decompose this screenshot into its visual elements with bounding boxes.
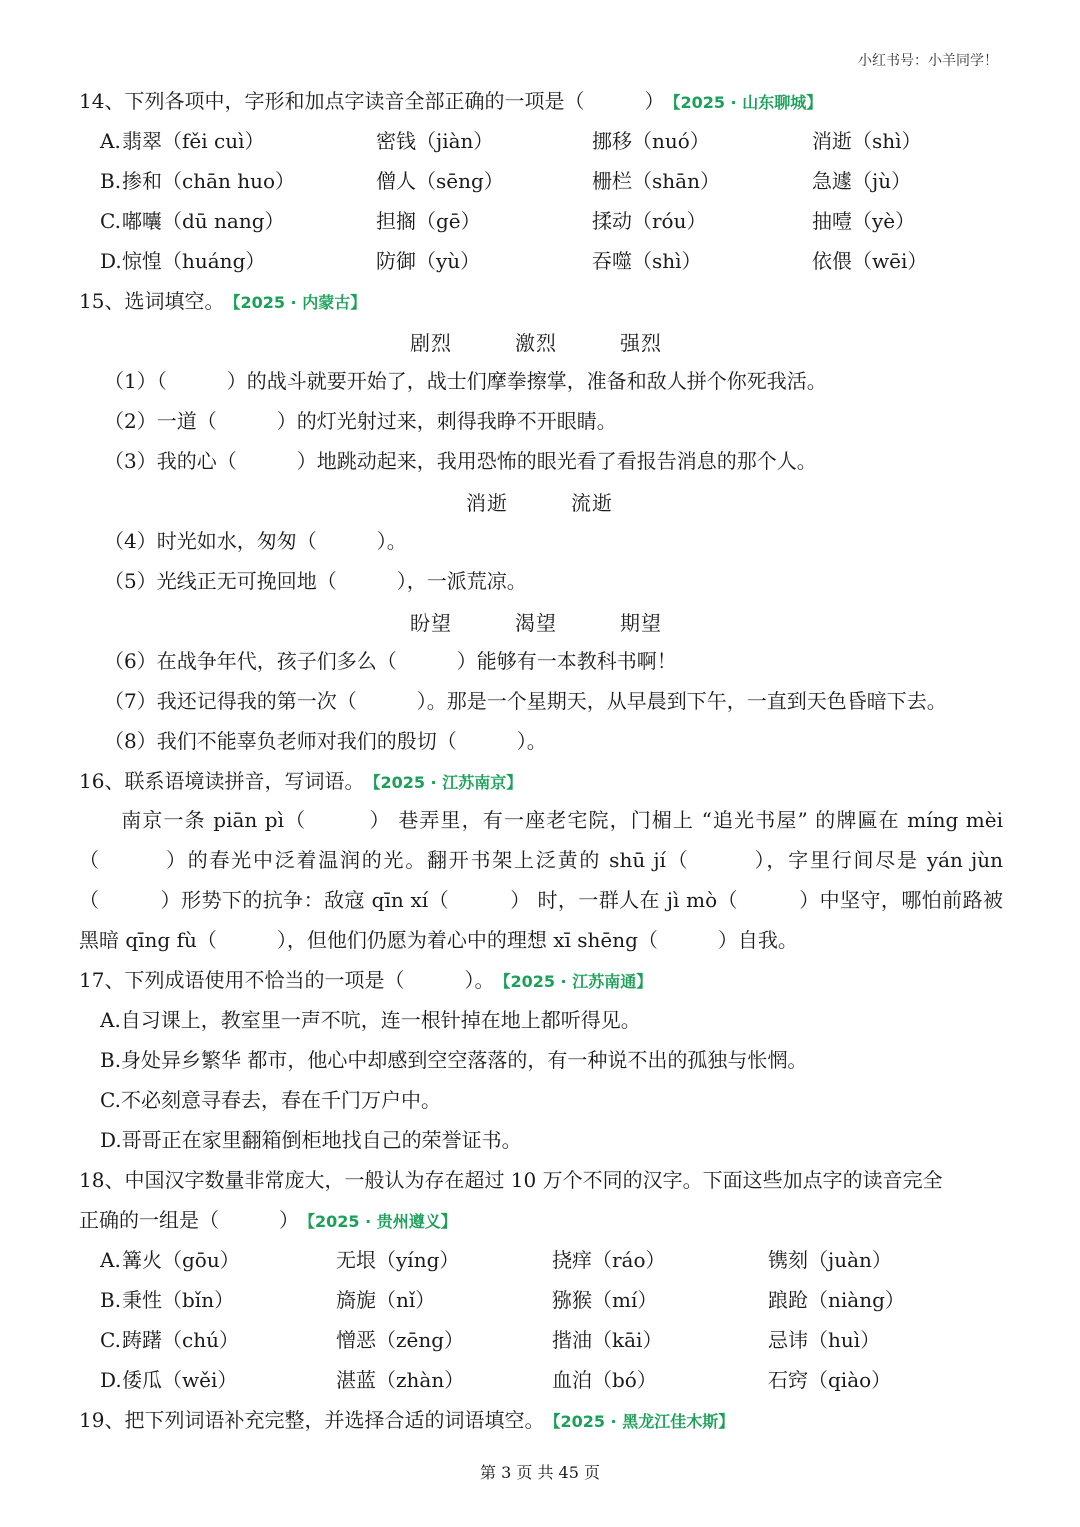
q16-stem-text: 16、联系语境读拼音，写词语。: [79, 769, 365, 793]
q15-sentence-8: （8）我们不能辜负老师对我们的殷切（ ）。: [104, 729, 547, 753]
q14rows-r0-c2: 密钱（jiàn）: [376, 129, 494, 153]
q15-sentence-2: （2）一道（ ）的灯光射过来，刺得我睁不开眼睛。: [104, 409, 617, 433]
q15-source: 【2025 · 内蒙古】: [232, 293, 367, 312]
q19-source: 【2025 · 黑龙江佳木斯】: [552, 1412, 735, 1431]
q14rows-r3-c2: 防御（yù）: [376, 249, 481, 273]
q18rows-r0-c0: A.: [100, 1248, 121, 1272]
q14rows-r2-c3: 揉动（róu）: [592, 209, 707, 233]
q15-word-bank-3: 盼望 渴望 期望: [410, 611, 662, 635]
q14rows-r0-c0: A.: [100, 129, 121, 153]
q16-paragraph: 南京一条 piān pì（ ） 巷弄里，有一座老宅院，门楣上 “追光书屋” 的牌匾在 míng mèi（ ）的春光中泛着温润的光。翻开书架上泛黄的 shū jí（ ），字里行间尽是 yán jùn（ ）形势下的抗争：敌寇 qīn xí（ ） 时，一群人在 jì mò（ ）中坚守，哪怕前路被黑暗 qīng fù（ ），但他们仍愿为着心中的理想 xī shēng（ ）自我。: [79, 808, 1003, 952]
watermark: 小红书号：小羊同学！: [858, 53, 998, 69]
q18rows-r0-c1: 篝火（gōu）: [122, 1248, 240, 1272]
q14rows-r1-c1: 掺和（chān huo）: [122, 169, 296, 193]
q14rows-r2-c1: 嘟囔（dū nang）: [122, 209, 285, 233]
q14rows-r1-c0: B.: [100, 169, 122, 193]
page-footer: 第 3 页 共 45 页: [480, 1463, 600, 1482]
q18rows-r0-c2: 无垠（yíng）: [336, 1248, 460, 1272]
q17-stem-text: 17、下列成语使用不恰当的一项是（ ）。: [79, 968, 495, 992]
q17-option-c: C.不必刻意寻春去，春在千门万户中。: [100, 1088, 441, 1112]
q16-stem: [79, 767, 522, 797]
q14-stem: [79, 87, 822, 117]
q14rows-r3-c4: 依偎（wēi）: [812, 249, 928, 273]
q14rows-r1-c2: 僧人（sēng）: [376, 169, 504, 193]
q15-stem: [79, 287, 366, 317]
q18-stem-line2: [79, 1206, 457, 1236]
q18rows-r3-c1: 倭瓜（wěi）: [122, 1368, 238, 1392]
q17-option-d: D.哥哥正在家里翻箱倒柜地找自己的荣誉证书。: [100, 1128, 522, 1152]
q15-sentence-1: （1）（ ）的战斗就要开始了，战士们摩拳擦掌，准备和敌人拼个你死我活。: [104, 369, 827, 393]
q15-word-bank-2: 消逝 流逝: [466, 491, 613, 515]
q14rows-r3-c0: D.: [100, 249, 122, 273]
q18-stem-line1: 18、中国汉字数量非常庞大，一般认为存在超过 10 万个不同的汉字。下面这些加点字的读音完全: [79, 1168, 943, 1192]
q17-option-b: B.身处异乡繁华 都市，他心中却感到空空落落的，有一种说不出的孤独与怅惘。: [100, 1048, 808, 1072]
q18rows-r2-c1: 踌躇（chú）: [122, 1328, 239, 1352]
q14rows-r2-c2: 担搁（gē）: [376, 209, 481, 233]
q14rows-r1-c3: 栅栏（shān）: [592, 169, 720, 193]
q18rows-r1-c0: B.: [100, 1288, 122, 1312]
q18rows-r0-c4: 镌刻（juàn）: [768, 1248, 892, 1272]
q18rows-r2-c3: 揩油（kāi）: [552, 1328, 663, 1352]
q18rows-r1-c1: 秉性（bǐn）: [122, 1288, 235, 1312]
q14-source: 【2025 · 山东聊城】: [672, 93, 823, 112]
q15-sentence-4: （4）时光如水，匆匆（ ）。: [104, 529, 407, 553]
q18-stem-text: 正确的一组是（ ）: [79, 1208, 299, 1232]
q14rows-r0-c4: 消逝（shì）: [812, 129, 922, 153]
q17-stem: [79, 966, 652, 996]
q18rows-r2-c0: C.: [100, 1328, 121, 1352]
q15-sentence-3: （3）我的心（ ）地跳动起来，我用恐怖的眼光看了看报告消息的那个人。: [104, 449, 817, 473]
q18rows-r2-c2: 憎恶（zēng）: [336, 1328, 465, 1352]
q15-stem-text: 15、选词填空。: [79, 289, 225, 313]
q15-word-bank-1: 剧烈 激烈 强烈: [410, 331, 662, 355]
q15-sentence-6: （6）在战争年代，孩子们多么（ ）能够有一本教科书啊！: [104, 649, 677, 673]
q14rows-r2-c4: 抽噎（yè）: [812, 209, 916, 233]
q17-source: 【2025 · 江苏南通】: [502, 972, 653, 991]
q19-stem-text: 19、把下列词语补充完整，并选择合适的词语填空。: [79, 1408, 545, 1432]
q18rows-r3-c0: D.: [100, 1368, 122, 1392]
q18-source: 【2025 · 贵州遵义】: [307, 1212, 457, 1231]
q18rows-r1-c2: 旖旎（nǐ）: [336, 1288, 436, 1312]
q18rows-r1-c3: 猕猴（mí）: [552, 1288, 658, 1312]
q15-sentence-5: （5）光线正无可挽回地（ ），一派荒凉。: [104, 569, 527, 593]
q18rows-r3-c4: 石窍（qiào）: [768, 1368, 892, 1392]
q14rows-r0-c1: 翡翠（fěi cuì）: [122, 129, 265, 153]
q18rows-r0-c3: 挠痒（ráo）: [552, 1248, 666, 1272]
q14rows-r0-c3: 挪移（nuó）: [592, 129, 710, 153]
q18rows-r3-c2: 湛蓝（zhàn）: [336, 1368, 465, 1392]
q14rows-r3-c3: 吞噬（shì）: [592, 249, 702, 273]
q18rows-r3-c3: 血泊（bó）: [552, 1368, 657, 1392]
q16-source: 【2025 · 江苏南京】: [372, 773, 523, 792]
q14-stem-text: 14、下列各项中，字形和加点字读音全部正确的一项是（ ）: [79, 89, 665, 113]
q14rows-r1-c4: 急遽（jù）: [812, 169, 912, 193]
q14rows-r2-c0: C.: [100, 209, 121, 233]
q19-stem: [79, 1406, 734, 1436]
q17-option-a: A.自习课上，教室里一声不吭，连一根针掉在地上都听得见。: [100, 1008, 641, 1032]
q18rows-r2-c4: 忌讳（huì）: [768, 1328, 881, 1352]
q15-sentence-7: （7）我还记得我的第一次（ ）。那是一个星期天，从早晨到下午，一直到天色昏暗下去。: [104, 689, 947, 713]
q18rows-r1-c4: 踉跄（niàng）: [768, 1288, 905, 1312]
q14rows-r3-c1: 惊惶（huáng）: [122, 249, 266, 273]
